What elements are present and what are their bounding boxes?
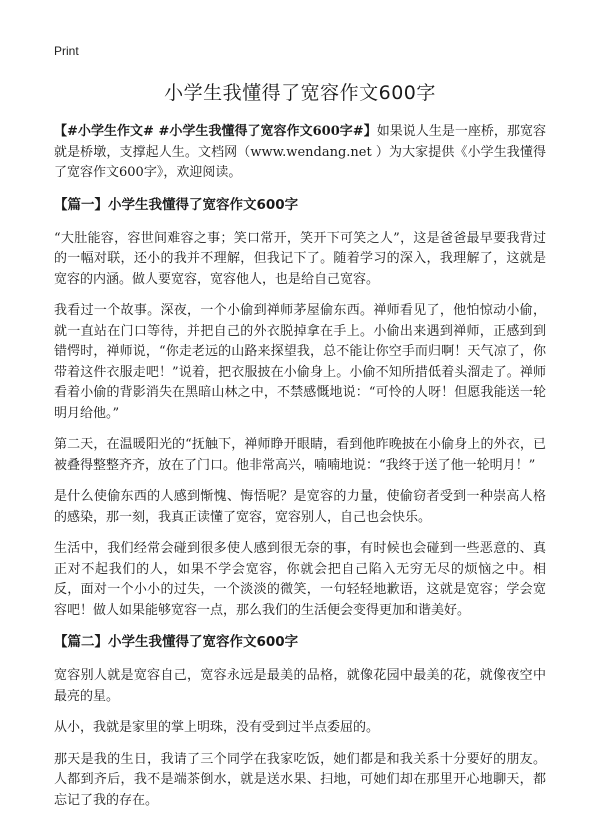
paragraph: 宽容别人就是宽容自己，宽容永远是最美的品格，就像花园中最美的花，就像夜空中最亮的星。 [54, 668, 546, 704]
lead-paragraph [54, 122, 546, 184]
section-heading-2: 【篇二】小学生我懂得了宽容作文600字 [54, 634, 299, 650]
lead-text: 如果说人生是一座桥，那宽容就是桥墩，支撑起人生。文档网（www.wendang.net ）为大家提供《小学生我懂得了宽容作文600字》，欢迎阅读。 [54, 124, 546, 180]
paragraph: 第二天，在温暖阳光的“抚触下，禅师睁开眼睛，看到他昨晚披在小偷身上的外衣，已被叠得整整齐齐，放在了门口。他非常高兴，喃喃地说：“我终于送了他一轮明月！” [54, 437, 546, 473]
lead-tags: 【#小学生作文# #小学生我懂得了宽容作文600字#】 [54, 124, 377, 139]
section-heading-1: 【篇一】小学生我懂得了宽容作文600字 [54, 196, 299, 213]
paragraph: 从小，我就是家里的掌上明珠，没有受到过半点委屈的。 [54, 720, 380, 735]
print-link[interactable]: Print [54, 44, 79, 58]
paragraph: 生活中，我们经常会碰到很多使人感到很无奈的事，有时候也会碰到一些恶意的、真正对不起我们的人，如果不学会宽容，你就会把自己陷入无穷无尽的烦恼之中。相反，面对一个小小的过失，一个淡淡的微笑，一句轻轻地歉语，这就是宽容；学会宽容吧！做人如果能够宽容一点，那么我们的生活便会变得更加和谐美好。 [54, 541, 546, 618]
paragraph: 那天是我的生日，我请了三个同学在我家吃饭，她们都是和我关系十分要好的朋友。人都到齐后，我不是端茶倒水，就是送水果、扫地，可她们却在那里开心地聊天，都忘记了我的存在。 [54, 751, 546, 808]
document-title: 小学生我懂得了宽容作文600字 [164, 82, 436, 104]
paragraph: 我看过一个故事。深夜，一个小偷到禅师茅屋偷东西。禅师看见了，他怕惊动小偷，就一直站在门口等待，并把自己的外衣脱掉拿在手上。小偷出来遇到禅师，正感到到错愕时，禅师说，“你走老远的山路来探望我，总不能让你空手而归啊！天气凉了，你带着这件衣服走吧！”说着，把衣服披在小偷身上。小偷不知所措低着头溜走了。禅师看着小偷的背影消失在黑暗山林之中，不禁感慨地说：“可怜的人呀！但愿我能送一轮明月给他。” [54, 303, 546, 421]
paragraph: 是什么使偷东西的人感到惭愧、悔悟呢？是宽容的力量，使偷窃者受到一种崇高人格的感染，那一刻，我真正读懂了宽容，宽容别人，自己也会快乐。 [54, 489, 546, 525]
paragraph: “大肚能容，容世间难容之事；笑口常开，笑开下可笑之人”，这是爸爸最早要我背过的一幅对联，还小的我并不理解，但我记下了。随着学习的深入，我理解了，这就是宽容的内涵。做人要宽容，宽容他人，也是给自己宽容。 [54, 230, 546, 287]
